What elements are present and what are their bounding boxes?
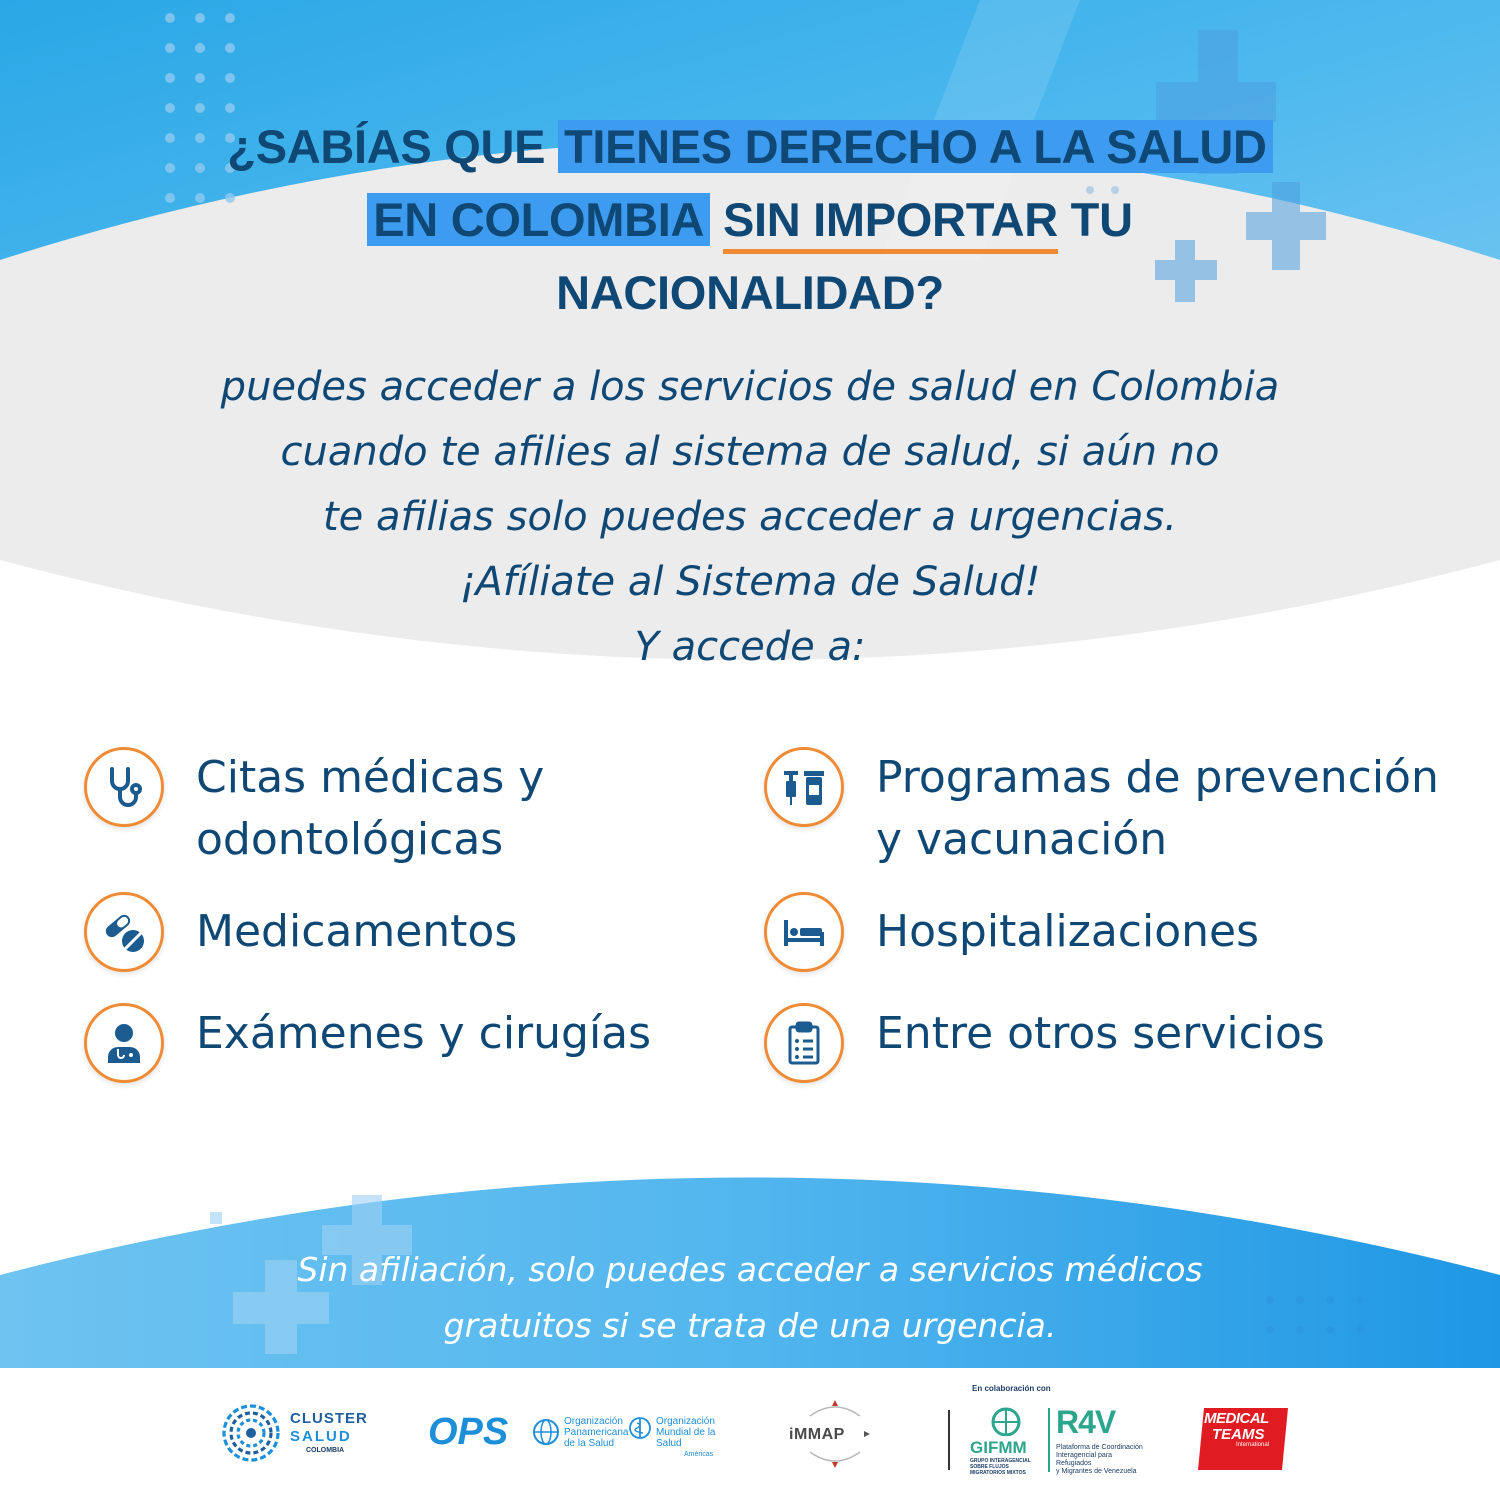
- medical-teams-logo: [1198, 1408, 1288, 1470]
- vaccine-icon: [780, 763, 828, 811]
- ops-wordmark: OPS: [428, 1411, 509, 1453]
- cluster-salud-logo: [220, 1402, 380, 1464]
- service-item-otros: [764, 1003, 1325, 1083]
- intro-text: [0, 355, 1500, 680]
- icon-circle: [84, 892, 164, 972]
- logo-divider: [948, 1410, 950, 1470]
- service-item-programas: [764, 747, 1439, 871]
- intro-line: puedes acceder a los servicios de salud en Colombia: [220, 364, 1280, 410]
- icon-circle: [84, 747, 164, 827]
- cluster-line-1: CLUSTER: [290, 1410, 368, 1427]
- doctor-icon: [100, 1019, 148, 1067]
- ops-desc-3: de la Salud: [564, 1438, 615, 1449]
- medical-line-3: International: [1236, 1442, 1270, 1448]
- icon-circle: [84, 1003, 164, 1083]
- r4v-desc-3: y Migrantes de Venezuela: [1056, 1468, 1137, 1475]
- who-emblem-icon: [628, 1416, 652, 1440]
- r4v-desc-1: Plataforma de Coordinación: [1056, 1444, 1143, 1451]
- gifmm-globe-icon: [986, 1406, 1026, 1436]
- headline-text: ¿SABÍAS QUE: [227, 120, 558, 173]
- gifmm-desc: GRUPO INTERAGENCIAL SOBRE FLUJOS MIGRATORIOS MIXTOS: [970, 1458, 1031, 1476]
- headline-line-2: [0, 183, 1500, 256]
- brand-divider: [1048, 1408, 1050, 1472]
- intro-line: te afilias solo puedes acceder a urgencias.: [323, 494, 1177, 540]
- service-label: Programas de prevención y vacunación: [876, 752, 1439, 865]
- r4v-desc-2: Interagencial para Refugiados: [1056, 1452, 1113, 1467]
- service-item-examenes: [84, 1003, 651, 1083]
- ops-logo: [428, 1412, 728, 1456]
- icon-circle: [764, 892, 844, 972]
- headline-line-3: NACIONALIDAD?: [556, 266, 944, 319]
- hospital-bed-icon: [780, 908, 828, 956]
- stethoscope-icon: [100, 763, 148, 811]
- headline-highlight: TIENES DERECHO A LA SALUD: [558, 120, 1273, 173]
- gifmm-wordmark: GIFMM: [970, 1438, 1027, 1457]
- ops-globe-icon: [532, 1418, 560, 1446]
- partner-logos: [0, 1368, 1500, 1500]
- footer-note-line: gratuitos si se trata de una urgencia.: [443, 1306, 1057, 1345]
- footer-note-line: Sin afiliación, solo puedes acceder a servicios médicos: [297, 1250, 1203, 1289]
- ops-desc-2: Panamericana: [564, 1427, 629, 1438]
- medical-line-1: MEDICAL: [1204, 1410, 1269, 1427]
- service-label: Exámenes y cirugías: [196, 1008, 652, 1059]
- immap-logo: [785, 1394, 885, 1474]
- medical-line-2: TEAMS: [1212, 1426, 1265, 1443]
- headline-highlight: EN COLOMBIA: [367, 193, 710, 246]
- r4v-wordmark: R4V: [1056, 1404, 1116, 1440]
- service-item-hospitalizaciones: [764, 892, 1259, 972]
- headline-underlined: SIN IMPORTAR: [722, 193, 1058, 246]
- icon-circle: [764, 747, 844, 827]
- footer-note: [0, 1242, 1500, 1354]
- pills-icon: [100, 908, 148, 956]
- service-label: Medicamentos: [196, 906, 518, 957]
- immap-wordmark: iMMAP: [789, 1426, 845, 1443]
- cluster-line-3: COLOMBIA: [306, 1447, 345, 1454]
- clipboard-icon: [780, 1019, 828, 1067]
- intro-line: ¡Afíliate al Sistema de Salud!: [459, 559, 1041, 605]
- oms-desc-2: Mundial de la Salud: [656, 1427, 716, 1449]
- cluster-swirl-icon: [220, 1402, 282, 1464]
- icon-circle: [764, 1003, 844, 1083]
- service-label: Citas médicas y odontológicas: [196, 752, 545, 865]
- oms-desc-3: Américas: [684, 1451, 714, 1458]
- gifmm-r4v-logo: [966, 1384, 1146, 1484]
- cluster-line-2: SALUD: [290, 1428, 352, 1445]
- headline: [0, 110, 1500, 329]
- headline-line-1: [0, 110, 1500, 183]
- intro-line: cuando te afilies al sistema de salud, si aún no: [280, 429, 1220, 475]
- service-item-citas: [84, 747, 544, 871]
- collab-text: En colaboración con: [972, 1384, 1051, 1393]
- service-label: Entre otros servicios: [876, 1008, 1325, 1059]
- headline-text: TU: [1057, 193, 1133, 246]
- service-label: Hospitalizaciones: [876, 906, 1260, 957]
- oms-desc-1: Organización: [656, 1416, 715, 1427]
- headline-space: [710, 193, 723, 246]
- service-item-medicamentos: [84, 892, 517, 972]
- intro-line: Y accede a:: [634, 624, 866, 670]
- ops-desc-1: Organización: [564, 1416, 623, 1427]
